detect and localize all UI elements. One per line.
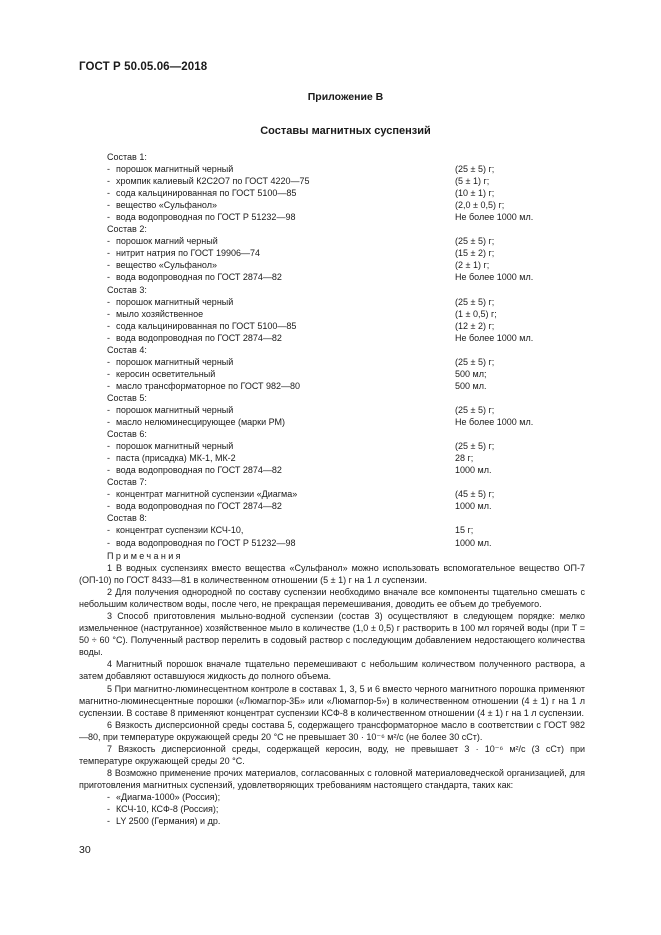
ingredient-name: - вода водопроводная по ГОСТ 2874—82: [107, 332, 282, 344]
ingredient-amount: (25 ± 5) г;: [455, 441, 495, 452]
ingredient-amount: Не более 1000 мл.: [455, 272, 534, 283]
ingredient-row: [107, 537, 577, 549]
example-item: - LY 2500 (Германия) и др.: [79, 815, 585, 827]
ingredient-amount: (45 ± 5) г;: [455, 489, 495, 500]
ingredient-amount: (2,0 ± 0,5) г;: [455, 200, 505, 211]
ingredient-name: - концентрат магнитной суспензии «Диагма»: [107, 488, 297, 500]
ingredient-name: - порошок магний черный: [107, 235, 218, 247]
composition-title-label: Состав 7:: [107, 477, 147, 488]
ingredient-amount: 500 мл.: [455, 380, 487, 391]
ingredient-row: [107, 464, 577, 476]
ingredient-amount: 1000 мл.: [455, 537, 492, 548]
ingredient-name: - вода водопроводная по ГОСТ 2874—82: [107, 464, 282, 476]
ingredient-name: - хромпик калиевый К2С2О7 по ГОСТ 4220—75: [107, 175, 309, 187]
ingredient-row: [107, 404, 577, 416]
ingredient-name: - масло трансформаторное по ГОСТ 982—80: [107, 380, 300, 392]
ingredient-name: - керосин осветительный: [107, 368, 215, 380]
composition-title-label: Состав 6:: [107, 429, 147, 440]
composition-title-label: Состав 1:: [107, 152, 147, 162]
note-1: 1 В водных суспензиях вместо вещества «Сульфанол» можно использовать вспомогательное вещество ОП-7 (ОП-10) по ГОСТ 8433—81 в количественном отношении (5 ± 1) г на 1 л суспензии.: [79, 563, 585, 586]
ingredient-row: [107, 488, 577, 500]
ingredient-amount: (15 ± 2) г;: [455, 248, 495, 259]
ingredient-amount: 500 мл;: [455, 368, 487, 379]
ingredient-row: [107, 247, 577, 259]
composition-title: [107, 476, 577, 488]
ingredient-amount: (25 ± 5) г;: [455, 404, 495, 415]
ingredient-row: [107, 211, 577, 223]
ingredient-row: [107, 296, 577, 308]
compositions-list: [107, 151, 577, 549]
ingredient-name: - сода кальцинированная по ГОСТ 5100—85: [107, 320, 296, 332]
annex-title: Приложение В: [307, 91, 384, 103]
composition-title-label: Состав 8:: [107, 513, 147, 524]
ingredient-amount: (5 ± 1) г;: [455, 176, 490, 187]
ingredient-row: [107, 356, 577, 368]
example-item: - КСЧ-10, КСФ-8 (Россия);: [79, 803, 585, 815]
composition-title-label: Состав 2:: [107, 224, 147, 235]
ingredient-name: - вода водопроводная по ГОСТ Р 51232—98: [107, 537, 295, 549]
ingredient-amount: 1000 мл.: [455, 501, 492, 512]
ingredient-name: - масло нелюминесцирующее (марки РМ): [107, 416, 285, 428]
ingredient-amount: (2 ± 1) г;: [455, 260, 490, 271]
notes-section: [79, 550, 585, 827]
ingredient-row: [107, 500, 577, 512]
composition-title: [107, 392, 577, 404]
ingredient-name: - вещество «Сульфанол»: [107, 199, 217, 211]
ingredient-amount: (10 ± 1) г;: [455, 188, 495, 199]
ingredient-amount: 1000 мл.: [455, 465, 492, 476]
ingredient-name: - мыло хозяйственное: [107, 308, 203, 320]
ingredient-name: - порошок магнитный черный: [107, 296, 233, 308]
ingredient-amount: (12 ± 2) г;: [455, 320, 495, 331]
ingredient-row: [107, 368, 577, 380]
ingredient-amount: (25 ± 5) г;: [455, 164, 495, 175]
note-4: 4 Магнитный порошок вначале тщательно перемешивают с небольшим количеством полученного раствора, а затем добавляют оставшуюся жидкость до полного объема.: [79, 659, 585, 682]
note-7: 7 Вязкость дисперсионной среды, содержащей керосин, воду, не превышает 3 · 10⁻⁶ м²/с (3 сСт) при температуре окружающей среды 20 °С.: [79, 743, 585, 766]
ingredient-row: [107, 163, 577, 175]
ingredient-name: - вода водопроводная по ГОСТ 2874—82: [107, 500, 282, 512]
ingredient-name: - порошок магнитный черный: [107, 404, 233, 416]
page-number: 30: [79, 844, 91, 856]
ingredient-amount: Не более 1000 мл.: [455, 212, 534, 223]
ingredient-name: - сода кальцинированная по ГОСТ 5100—85: [107, 187, 296, 199]
example-item: - «Диагма-1000» (Россия);: [79, 791, 585, 803]
ingredient-row: [107, 452, 577, 464]
notes-heading: Примечания: [107, 551, 183, 561]
ingredient-row: [107, 440, 577, 452]
ingredient-row: [107, 259, 577, 271]
ingredient-amount: (25 ± 5) г;: [455, 236, 495, 247]
composition-title: [107, 284, 577, 296]
section-title: Составы магнитных суспензий: [260, 125, 431, 137]
ingredient-row: [107, 235, 577, 247]
ingredient-amount: (25 ± 5) г;: [455, 356, 495, 367]
ingredient-name: - порошок магнитный черный: [107, 440, 233, 452]
ingredient-row: [107, 199, 577, 211]
ingredient-row: [107, 175, 577, 187]
ingredient-row: [107, 187, 577, 199]
composition-title: [107, 151, 577, 163]
ingredient-name: - вещество «Сульфанол»: [107, 259, 217, 271]
composition-title: [107, 428, 577, 440]
note-2: 2 Для получения однородной по составу суспензии необходимо вначале все компоненты тщательно смешать с небольшим количеством воды, после чего, не прекращая перемешивания, доводить ее объем до требуемого.: [79, 587, 585, 610]
ingredient-row: [107, 271, 577, 283]
ingredient-row: [107, 524, 577, 536]
note-5: 5 При магнитно-люминесцентном контроле в составах 1, 3, 5 и 6 вместо черного магнитного порошка применяют магнитно-люминесцентные порошки («Люмагпор-3Б» или «Люмагпор-5») в количественном отношении (4 ± 1) г на 1 л суспензии. В составе 8 применяют концентрат суспензии КСФ-8 в количественном отношении (4 ± 1) г на 1 л суспензии.: [79, 683, 585, 718]
ingredient-row: [107, 320, 577, 332]
standard-code: ГОСТ Р 50.05.06—2018: [79, 61, 208, 73]
ingredient-name: - паста (присадка) МК-1, МК-2: [107, 452, 236, 464]
composition-title-label: Состав 5:: [107, 392, 147, 403]
ingredient-amount: 28 г;: [455, 453, 474, 464]
ingredient-name: - нитрит натрия по ГОСТ 19906—74: [107, 247, 260, 259]
ingredient-amount: Не более 1000 мл.: [455, 417, 534, 428]
ingredient-name: - вода водопроводная по ГОСТ 2874—82: [107, 271, 282, 283]
ingredient-name: - порошок магнитный черный: [107, 163, 233, 175]
ingredient-amount: (1 ± 0,5) г;: [455, 308, 497, 319]
note-6: 6 Вязкость дисперсионной среды состава 5, содержащего трансформаторное масло в соответствии с ГОСТ 982—80, при температуре окружающей среды 20 °С не превышает 30 · 10⁻⁶ м²/с (не более 30 сСт).: [79, 719, 585, 742]
ingredient-name: - вода водопроводная по ГОСТ Р 51232—98: [107, 211, 295, 223]
ingredient-amount: 15 г;: [455, 525, 474, 536]
ingredient-row: [107, 308, 577, 320]
ingredient-row: [107, 416, 577, 428]
composition-title: [107, 512, 577, 524]
ingredient-name: - порошок магнитный черный: [107, 356, 233, 368]
note-8: 8 Возможно применение прочих материалов, согласованных с головной материаловедческой организацией, для приготовления магнитных суспензий, удовлетворяющих требованиям настоящего стандарта, таких как:: [79, 767, 585, 790]
ingredient-row: [107, 332, 577, 344]
composition-title-label: Состав 4:: [107, 344, 147, 355]
composition-title: [107, 223, 577, 235]
ingredient-amount: Не более 1000 мл.: [455, 332, 534, 343]
ingredient-amount: (25 ± 5) г;: [455, 296, 495, 307]
composition-title-label: Состав 3:: [107, 284, 147, 295]
ingredient-row: [107, 380, 577, 392]
ingredient-name: - концентрат суспензии КСЧ-10,: [107, 524, 243, 536]
composition-title: [107, 344, 577, 356]
note-3: 3 Способ приготовления мыльно-водной суспензии (состав 3) осуществляют в следующем порядке: мелко измельченное (наструганное) хозяйственное мыло в количестве (1,0 ± 0,5) г растворить в 100 мл горячей воды (при T = 50 ÷ 60 °С). Полученный раствор перелить в содовый раствор с последующим добавлением недостающего количества воды.: [79, 611, 585, 658]
